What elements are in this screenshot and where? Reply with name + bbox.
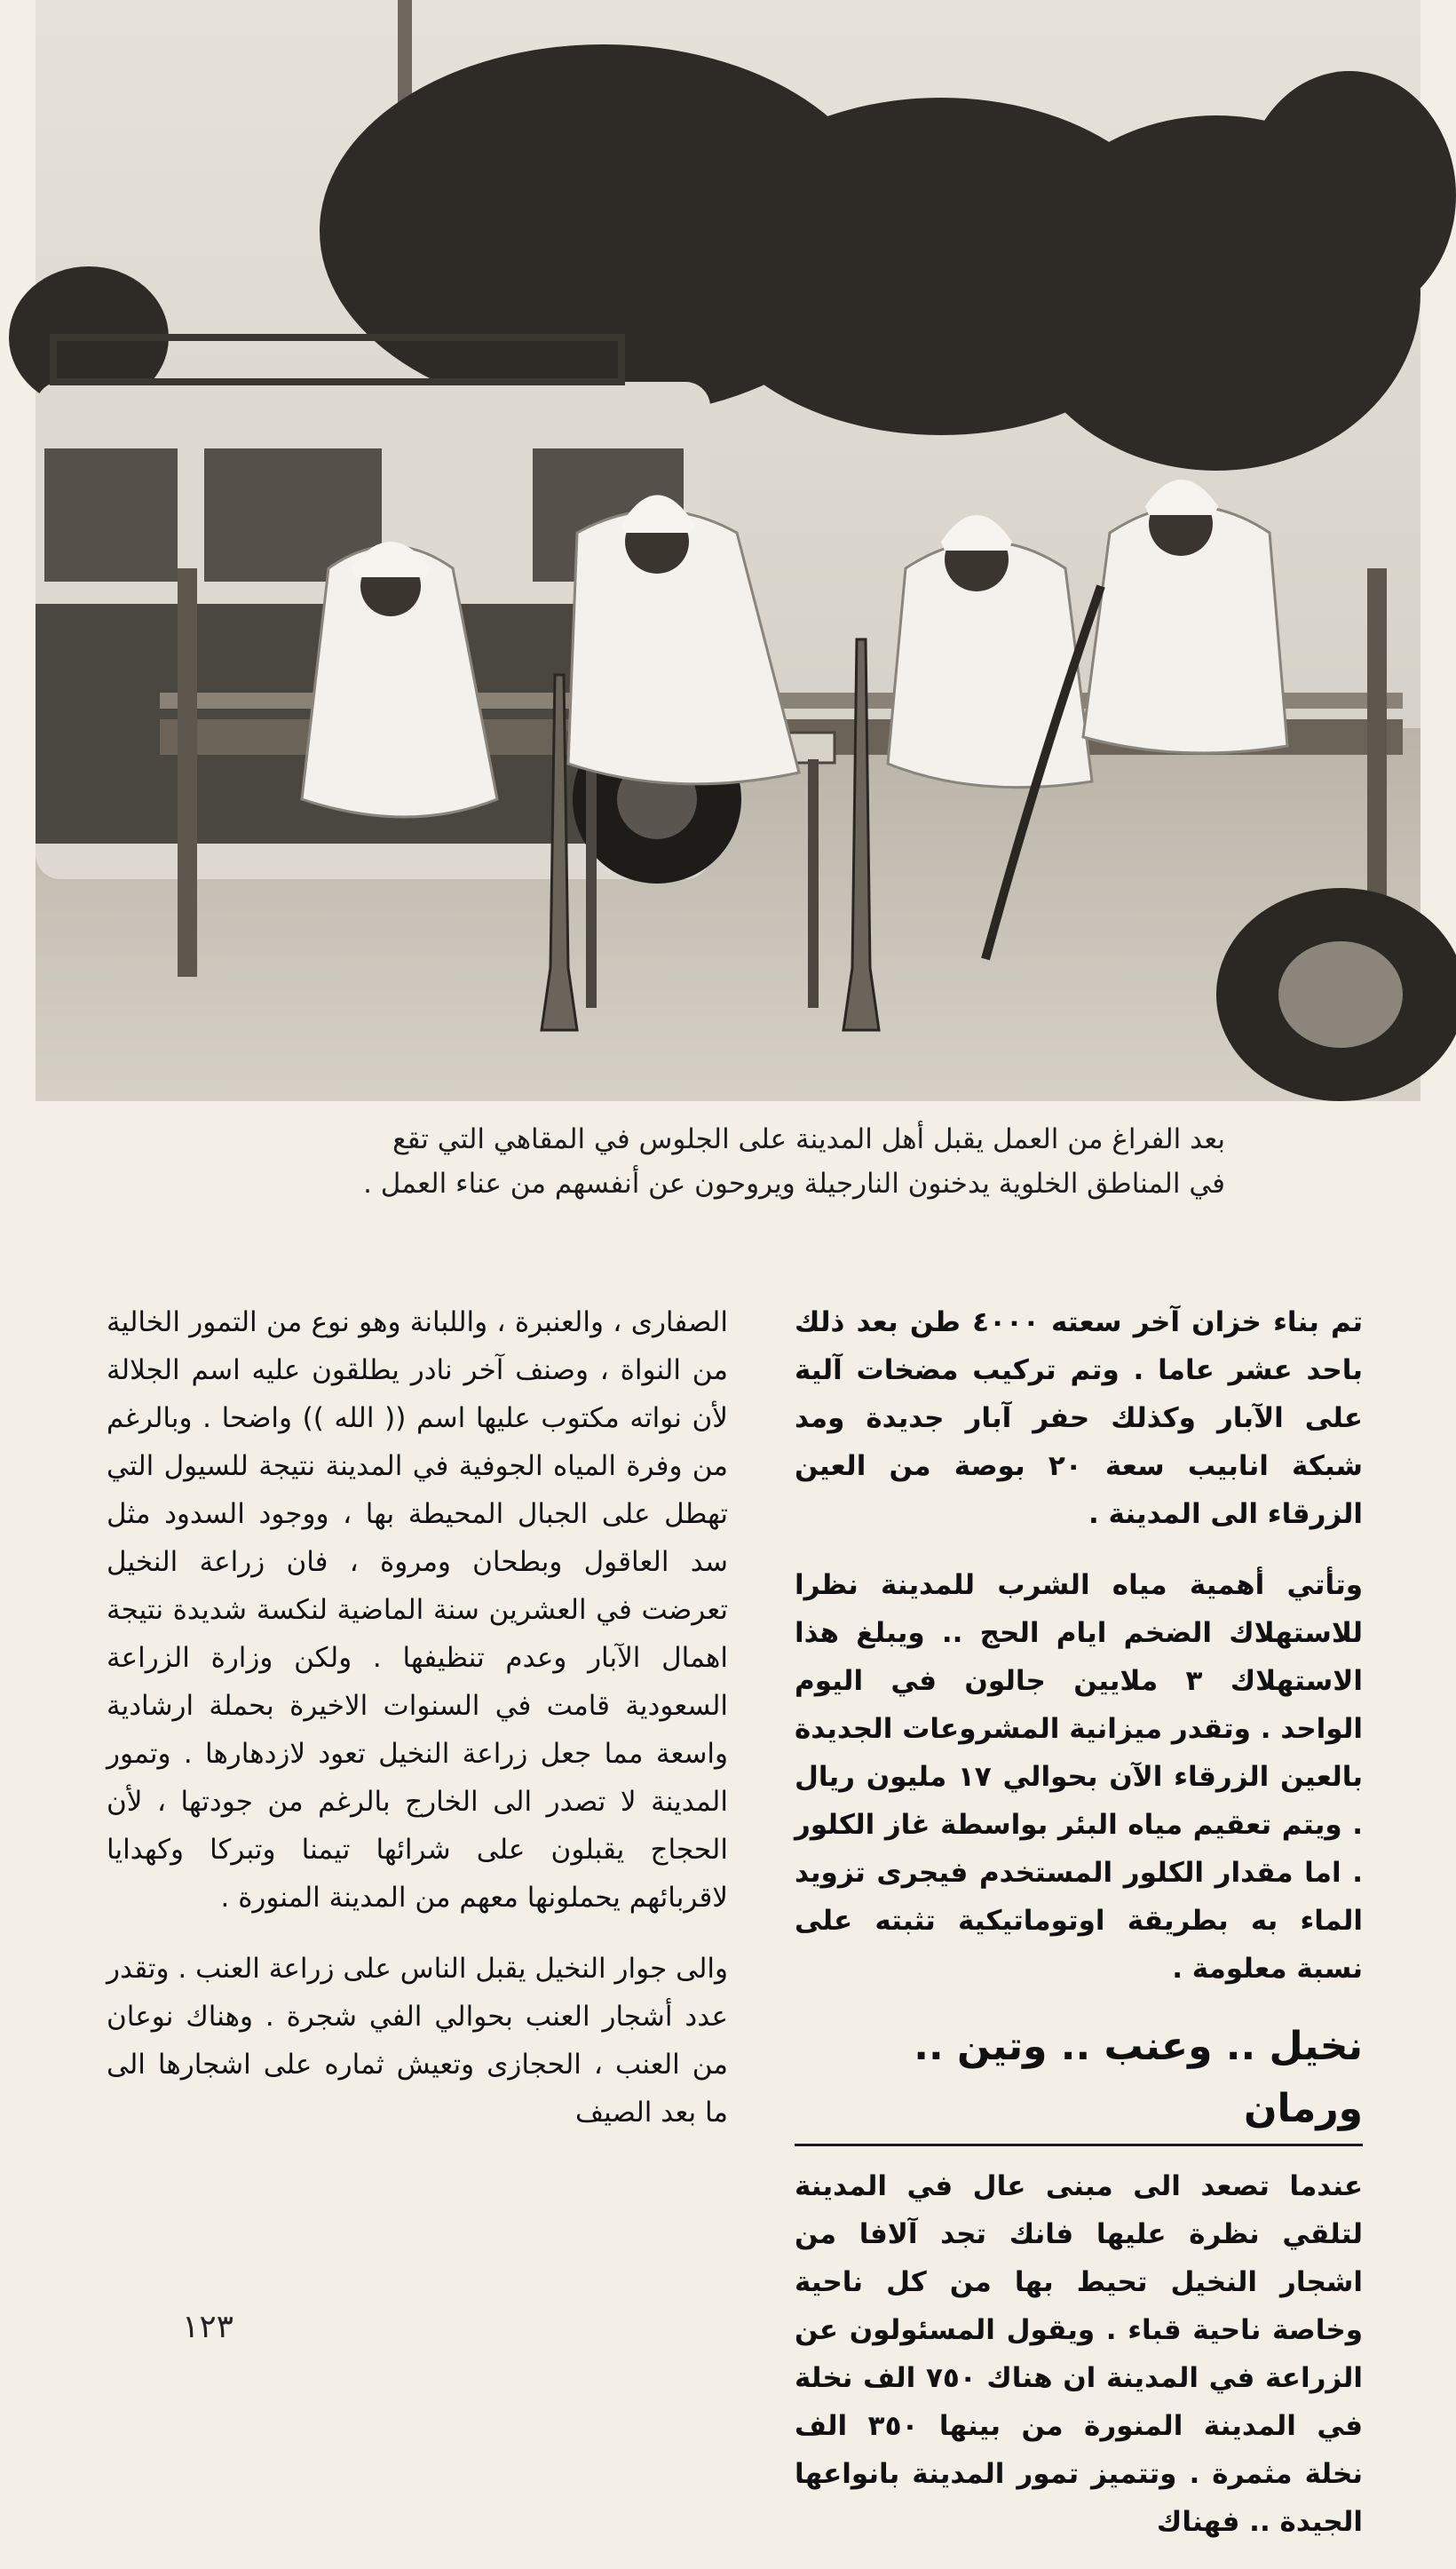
left-column bbox=[107, 1298, 728, 2160]
photo-cafe-scene-icon bbox=[36, 0, 1420, 1101]
page-number: ١٢٣ bbox=[182, 2309, 234, 2345]
caption-line-1: بعد الفراغ من العمل يقبل أهل المدينة على الجلوس في المقاهي التي تقع bbox=[392, 1123, 1225, 1155]
photo-caption bbox=[266, 1117, 1225, 1206]
section-heading: نخيل .. وعنب .. وتين .. ورمان bbox=[795, 2016, 1363, 2146]
paragraph: وتأتي أهمية مياه الشرب للمدينة نظرا للاستهلاك الضخم ايام الحج .. ويبلغ هذا الاستهلاك ٣ ملايين جالون في اليوم الواحد . وتقدر ميزانية المشروعات الجديدة بالعين الزرقاء الآن بحوالي ١٧ مليون ريال . ويتم تعقيم مياه البئر بواسطة غاز الكلور . اما مقدار الكلور المستخدم فيجرى تزويد الماء به بطريقة اوتوماتيكية تثبته على نسبة معلومة . bbox=[795, 1569, 1363, 1985]
cafe-photo bbox=[36, 0, 1420, 1101]
caption-line-2: في المناطق الخلوية يدخنون النارجيلة ويروحون عن أنفسهم من عناء العمل . bbox=[363, 1168, 1225, 1200]
paragraph: عندما تصعد الى مبنى عال في المدينة لتلقي نظرة عليها فانك تجد آلافا من اشجار النخيل تحيط بها من كل ناحية وخاصة ناحية قباء . ويقول المسئولون عن الزراعة في المدينة ان هناك ٧٥٠ الف نخلة في المدينة المنورة من بينها ٣٥٠ الف نخلة مثمرة . وتتميز تمور المدينة بانواعها الجيدة .. فهناك bbox=[795, 2170, 1363, 2538]
paragraph: الصفارى ، والعنبرة ، واللبانة وهو نوع من التمور الخالية من النواة ، وصنف آخر نادر يطلقون عليه اسم الجلالة لأن نواته مكتوب عليها اسم (( الله )) واضحا . وبالرغم من وفرة المياه الجوفية في المدينة نتيجة للسيول التي تهطل على الجبال المحيطة بها ، ووجود السدود مثل سد العاقول وبطحان ومروة ، فان زراعة النخيل تعرضت في العشرين سنة الماضية لنكسة شديدة نتيجة اهمال الآبار وعدم تنظيفها . ولكن وزارة الزراعة السعودية قامت في السنوات الاخيرة بحملة ارشادية واسعة مما جعل زراعة النخيل تعود لازدهارها . وتمور المدينة لا تصدر الى الخارج بالرغم من جودتها ، لأن الحجاج يقبلون على شرائها تيمنا وتبركا وكهدايا لاقربائهم يحملونها معهم من المدينة المنورة . bbox=[107, 1306, 728, 1914]
paragraph: تم بناء خزان آخر سعته ٤٠٠٠ طن بعد ذلك باحد عشر عاما . وتم تركيب مضخات آلية على الآبار وكذلك حفر آبار جديدة ومد شبكة انابيب سعة ٢٠ بوصة من العين الزرقاء الى المدينة . bbox=[795, 1306, 1363, 1530]
paragraph: والى جوار النخيل يقبل الناس على زراعة العنب . وتقدر عدد أشجار العنب بحوالي الفي شجرة . وهناك نوعان من العنب ، الحجازى وتعيش ثماره على اشجارها الى ما بعد الصيف bbox=[107, 1953, 728, 2129]
right-column bbox=[795, 1298, 1363, 2569]
